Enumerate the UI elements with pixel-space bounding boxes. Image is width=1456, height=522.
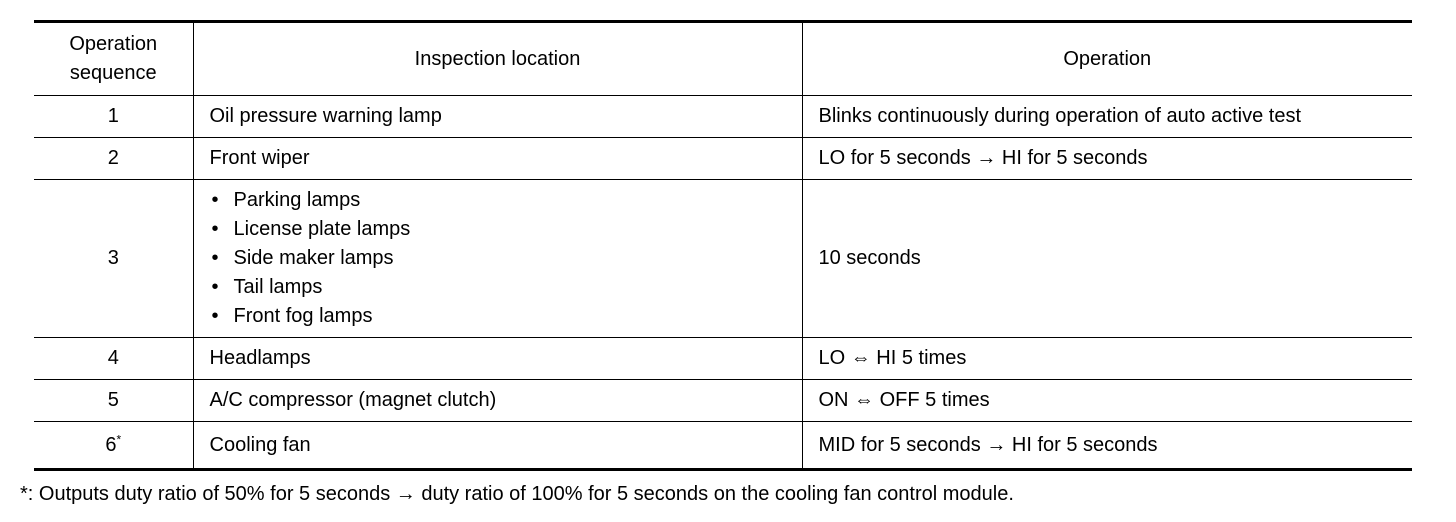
row-operation: LO for 5 seconds → HI for 5 seconds bbox=[802, 138, 1412, 180]
row-inspection-location-list bbox=[193, 180, 802, 338]
row-operation: 10 seconds bbox=[802, 180, 1412, 338]
header-operation-sequence-line1: Operation bbox=[69, 33, 158, 55]
header-inspection-location: Inspection location bbox=[193, 22, 802, 96]
footnote: *: Outputs duty ratio of 50% for 5 seconds → duty ratio of 100% for 5 seconds on the cooling fan control module. bbox=[20, 483, 1014, 505]
table-row bbox=[34, 380, 1412, 422]
row-inspection-location: Oil pressure warning lamp bbox=[193, 96, 802, 138]
list-item: • Side maker lamps bbox=[210, 244, 802, 273]
footnote-marker: * bbox=[116, 431, 122, 446]
row-inspection-location: Front wiper bbox=[193, 138, 802, 180]
bullet-list bbox=[210, 186, 802, 331]
header-operation-sequence-line2: sequence bbox=[69, 62, 157, 84]
row-inspection-location: Cooling fan bbox=[193, 422, 802, 470]
row-sequence: 3 bbox=[34, 180, 193, 338]
operation-table bbox=[34, 20, 1412, 471]
row-operation: LO ⇔ HI 5 times bbox=[802, 338, 1412, 380]
row-inspection-location: Headlamps bbox=[193, 338, 802, 380]
table-row bbox=[34, 138, 1412, 180]
row-sequence: 1 bbox=[34, 96, 193, 138]
table-row bbox=[34, 338, 1412, 380]
row-sequence: 4 bbox=[34, 338, 193, 380]
header-operation: Operation bbox=[802, 22, 1412, 96]
header-operation-sequence bbox=[34, 22, 193, 96]
row-operation: Blinks continuously during operation of auto active test bbox=[802, 96, 1412, 138]
table-row bbox=[34, 422, 1412, 470]
table-row bbox=[34, 180, 1412, 338]
row-sequence-number: 6 bbox=[105, 433, 117, 456]
list-item: • Front fog lamps bbox=[210, 302, 802, 331]
row-sequence: 5 bbox=[34, 380, 193, 422]
list-item: • Tail lamps bbox=[210, 273, 802, 302]
row-operation: ON ⇔ OFF 5 times bbox=[802, 380, 1412, 422]
list-item: • Parking lamps bbox=[210, 186, 802, 215]
row-operation: MID for 5 seconds → HI for 5 seconds bbox=[802, 422, 1412, 470]
row-inspection-location: A/C compressor (magnet clutch) bbox=[193, 380, 802, 422]
table-row bbox=[34, 96, 1412, 138]
table-header-row bbox=[34, 22, 1412, 96]
row-sequence: 2 bbox=[34, 138, 193, 180]
list-item: • License plate lamps bbox=[210, 215, 802, 244]
row-sequence bbox=[34, 422, 193, 470]
